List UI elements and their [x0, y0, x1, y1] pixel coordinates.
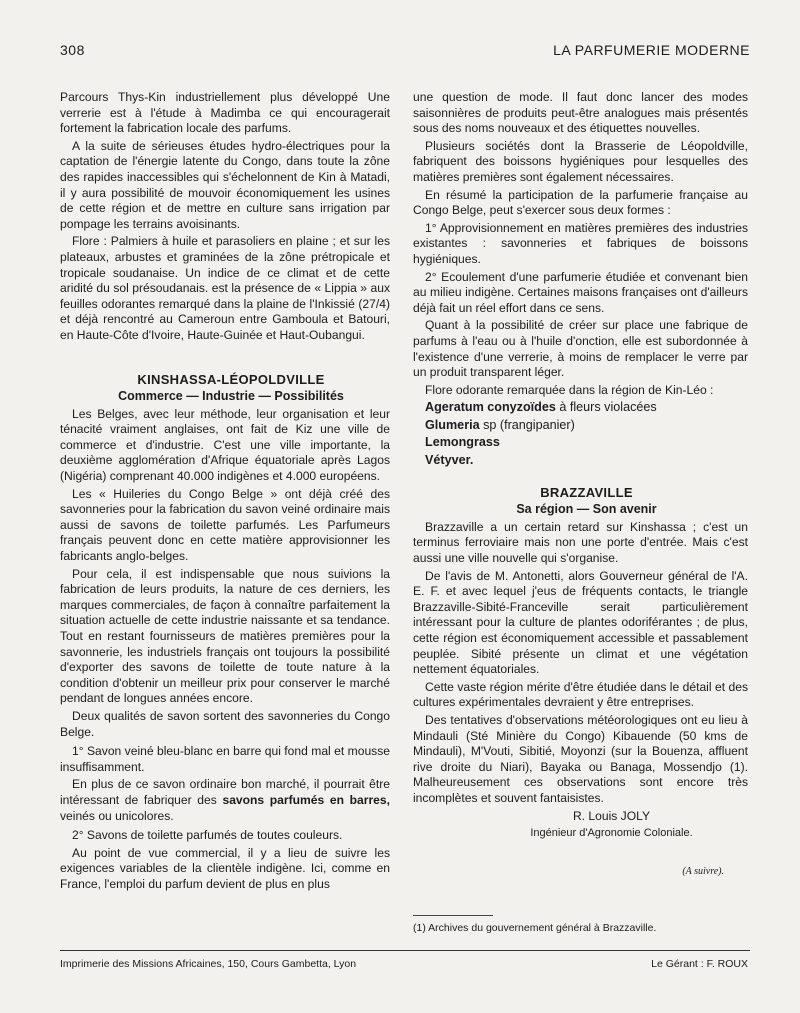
paragraph: Des tentatives d'observations météorologiques ont eu lieu à Mindauli (Sté Minière du Congo) Kibauende (50 kms de Mindauli), M'Vouti, Sibitié, Moyonzi (sur la Bouenza, affluent rive droite du Niari), Bayaka ou Banaga, Mossendjo (1). Malheureusement ces observations sont encore très incomplètes et souvent fantaisistes. — [413, 712, 748, 805]
footnote: (1) Archives du gouvernement général à Brazzaville. — [413, 922, 657, 934]
section-subtitle-brazzaville: Sa région — Son avenir — [516, 502, 657, 517]
plant-note: à fleurs violacées — [555, 400, 657, 415]
paragraph: Deux qualités de savon sortent des savonneries du Congo Belge. — [60, 708, 390, 739]
paragraph: une question de mode. Il faut donc lancer des modes saisonnières de produits peut-être analogues mais présentés sous des noms nouveaux et des étiquettes nouvelles. — [413, 90, 748, 136]
paragraph: Au point de vue commercial, il y a lieu de suivre les exigences variables de la clientèle indigène. Ici, comme en France, l'emploi du parfum devient de plus en plus — [60, 845, 390, 891]
left-column — [60, 90, 390, 895]
paragraph: Les Belges, avec leur méthode, leur organisation et leur ténacité vraiment anglaises, ont fait de Kiz une ville de commerce et d'industrie. C'est une ville importante, la deuxième agglomération d'Afrique équatoriale après Lagos (Nigéria) comprenant 40.000 indigènes et 4.000 européens. — [60, 406, 390, 484]
plant-item — [413, 418, 748, 434]
manager-credit: Le Gérant : F. ROUX — [651, 958, 748, 970]
paragraph: Flore : Palmiers à huile et parasoliers en plaine ; et sur les plateaux, arbustes et graminées de la zône prétropicale et tropicale soudanaise. Un indice de ce climat et de cette aridité du sol présoudanais. est la présence de « Lippia » aux feuilles odorantes remarqué dans la plaine de l'Inkissié (27/4) et déjà rencontré au Cameroun entre Gamboula et Batouri, en Haute-Côte d'Ivoire, Haute-Guinée et Haut-Oubangui. — [60, 234, 390, 342]
section-subtitle-kinshassa: Commerce — Industrie — Possibilités — [118, 389, 344, 404]
paragraph: Plusieurs sociétés dont la Brasserie de Léopoldville, fabriquent des boissons hygiéniques pour lesquelles des matières premières sont également nécessaires. — [413, 138, 748, 184]
plant-name: Ageratum conyzoïdes — [425, 400, 556, 415]
journal-title: LA PARFUMERIE MODERNE — [553, 42, 750, 58]
paragraph: Parcours Thys-Kin industriellement plus développé Une verrerie est à l'étude à Madimba ce qui encouragerait fortement la fabrication locale des parfums. — [60, 90, 390, 136]
paragraph: Quant à la possibilité de créer sur place une fabrique de parfums à l'eau ou à l'huile d'onction, elle est subordonnée à l'existence d'une verrerie, à moins de remplacer le verre par un produit transparent léger. — [413, 318, 748, 380]
plant-item — [413, 453, 748, 469]
paragraph-bold-mention — [60, 777, 390, 824]
running-header — [60, 42, 750, 58]
footnote-rule — [413, 915, 493, 916]
paragraph: 2° Savons de toilette parfumés de toutes couleurs. — [72, 828, 343, 843]
text-run: veinés ou unicolores. — [60, 808, 174, 823]
paragraph: Pour cela, il est indispensable que nous suivions la fabrication de leurs produits, la nature de ces derniers, les marques commerciales, de façon à connaître parfaitement la situation actuelle de cette industrie naissante et sa tendance. Tout en restant fournisseurs de matières premières pour la savonnerie, les industriels français ont toujours la possibilité d'exporter des savons de toilette de toute nature à la condition d'obtenir un meilleur prix pour conserver le marché pendant de longues années encore. — [60, 566, 390, 706]
page-number: 308 — [60, 42, 85, 58]
right-column — [413, 90, 748, 879]
paragraph: 1° Savon veiné bleu-blanc en barre qui fond mal et mousse insuffisamment. — [60, 744, 390, 774]
paragraph: Flore odorante remarquée dans la région de Kin-Léo : — [425, 382, 714, 397]
paragraph: A la suite de sérieuses études hydro-électriques pour la captation de l'énergie latente du Congo, dans toute la zône des rapides inaccessibles qui s'échelonnent de Kin à Matadi, il y aura possibilité de mouvoir économiquement les usines de cette région et de mettre en culture sans irrigation par pompage les terrains avoisinants. — [60, 138, 390, 231]
author-signature: R. Louis JOLY — [572, 808, 651, 823]
plant-item — [413, 400, 748, 416]
plant-name: Glumeria — [425, 417, 480, 432]
paragraph: Les « Huileries du Congo Belge » ont déjà créé des savonneries pour la fabrication du savon veiné ordinaire mais aussi de savons de toilette parfumés. Les Parfumeurs français peuvent donc en cette matière approvisionner les fabricants anglo-belges. — [60, 486, 390, 564]
to-be-continued: (A suivre). — [682, 865, 724, 877]
author-title: Ingénieur d'Agronomie Coloniale. — [530, 827, 693, 840]
plant-name: Vétyver. — [425, 453, 474, 468]
text-run: En plus de ce savon ordinaire bon marché, il pourrait être intéressant de fabriquer des — [60, 777, 390, 807]
paragraph: En résumé la participation de la parfumerie française au Congo Belge, peut s'exercer sous deux formes : — [413, 187, 748, 218]
paragraph: De l'avis de M. Antonetti, alors Gouverneur général de l'A. E. F. et avec lequel j'eus de fréquents contacts, le triangle Brazzaville-Sibité-Franceville serait particulièrement intéressant pour la culture de plantes odoriférantes ; de plus, cette région est économiquement accessible et passablement peuplée. Sibité présente un climat et une végétation nettement équatoriales. — [413, 568, 748, 677]
paragraph: 1° Approvisionnement en matières premières des industries existantes : savonneries et fabriques de boissons hygiéniques. — [413, 220, 748, 266]
paragraph: Brazzaville a un certain retard sur Kinshassa ; c'est un terminus ferroviaire mais non une porte d'entrée. Mais c'est aussi une ville nouvelle qui s'organise. — [413, 519, 748, 566]
paragraph: 2° Ecoulement d'une parfumerie étudiée et convenant bien au milieu indigène. Certaines maisons françaises ont d'ailleurs déjà fait un réel effort dans ce sens. — [413, 269, 748, 315]
plant-note: sp (frangipanier) — [479, 417, 575, 432]
footer-rule — [60, 950, 750, 951]
section-title-brazzaville: BRAZZAVILLE — [540, 484, 633, 500]
bold-phrase: savons parfumés en barres, — [222, 792, 390, 807]
printer-imprint: Imprimerie des Missions Africaines, 150, Cours Gambetta, Lyon — [60, 958, 357, 970]
paragraph: Cette vaste région mérite d'être étudiée dans le détail et des cultures expérimentales devraient y être entreprises. — [413, 679, 748, 710]
plant-name: Lemongrass — [425, 435, 500, 450]
plant-item — [413, 435, 748, 451]
section-title-kinshassa: KINSHASSA-LÉOPOLDVILLE — [137, 371, 325, 387]
